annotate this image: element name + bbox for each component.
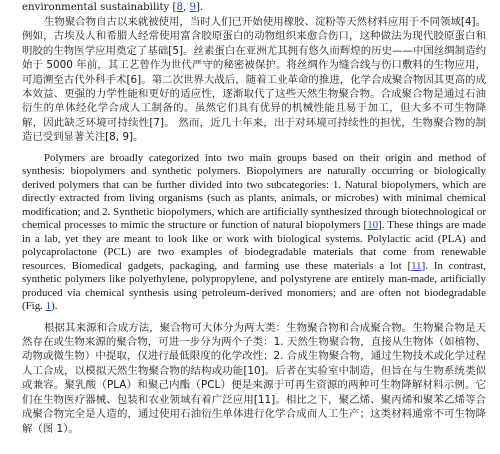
paragraph-text-d: ).	[51, 300, 58, 313]
paragraph-chinese-history: 生物聚合物自古以来就被使用，当时人们已开始使用橡胶、淀粉等天然材料应用于不同领域[4]。例如，古埃及人和希腊人经常使用富含胶原蛋白的动物组织来愈合伤口，这种做法为现代胶原蛋白和明胶的生物医学应用奠定了基础[5]。丝素蛋白在亚洲尤其拥有悠久而辉煌的历史——中国丝绸制造约始于 5000 年前，其工艺曾作为世代严守的秘密被保护。将丝绸作为缝合线与伤口敷料的生物应用，可追溯至古代外科手术[6]。第二次世界大战后，随着工业革命的推进，化学合成聚合物因其更高的成本效益、更强的力学性能和更好的适应性，逐渐取代了这些天然生物聚合物。合成聚合物是通过石油衍生的单体经化学合成人工制备的。虽然它们具有优异的机械性能且易于加工，但大多不可生物降解，因此缺乏环境可持续性[7]。 然而，近几十年来，出于对环境可持续性的担忧，生物聚合物的制造已受到显著关注[8, 9]。	[22, 16, 486, 144]
citation-link-8[interactable]: 8	[176, 2, 184, 13]
citation-close: ].	[195, 2, 204, 13]
citation-link-11[interactable]: 11	[411, 259, 422, 272]
paragraph-english-classification	[22, 152, 486, 314]
citation-link-10[interactable]: 10	[367, 219, 379, 232]
paragraph-text-b: ]. These things are made in a lab, yet they are meant to look like or work with biological systems. Polylactic acid (PLA) and polycaprolactone (PCL) are two examples of biodegradable materials that come from renewable resources. Biomedical gadgets, packaging, and farming use these materials a lot [	[22, 219, 486, 272]
figure-link-1[interactable]: 1	[45, 300, 52, 313]
continued-line	[22, 0, 486, 14]
paragraph-chinese-classification: 根据其来源和合成方法，聚合物可大体分为两大类：生物聚合物和合成聚合物。生物聚合物是天然存在或生物来源的聚合物，可进一步分为两个子类：1. 天然生物聚合物，直接从生物体（如植物、动物或微生物）中提取，仅进行最低限度的化学改性；2. 合成生物聚合物，通过生物技术或化学过程人工合成，以模拟天然生物聚合物的结构或功能[10]。后者在实验室中制造，但旨在与生物系统类似或兼容。聚乳酸（PLA）和聚己内酯（PCL）便是来源于可再生资源的两种可生物降解材料示例。它们在生物医疗器械、包装和农业领域有着广泛应用[11]。相比之下，聚乙烯、聚丙烯和聚苯乙烯等合成聚合物完全是人造的，通过使用石油衍生单体进行化学合成而人工生产；这类材料通常不可生物降解（图 1）。	[22, 321, 486, 435]
citation-separator: ,	[183, 2, 190, 13]
continued-text: environmental sustainability [	[22, 2, 177, 13]
citation-link-9[interactable]: 9	[189, 2, 196, 13]
paragraph-text-a: Polymers are broadly categorized into two main groups based on their origin and method of synthesis: biopolymers and synthetic polymers. Biopolymers are naturally occurring or biologically derived polymers that can be further divided into two subcategories: 1. Natural biopolymers, which are directly extracted from living organisms (such as plants, animals, or microbes) with minimal chemical modification; and 2. Synthetic biopolymers, which are artificially synthesized through biotechnological or chemical processes to mimic the structure or function of natural biopolymers [	[22, 151, 486, 232]
paragraph-text-c: ]. In contrast, synthetic polymers like polyethylene, polypropylene, and polystyrene are entirely man-made, artificially produced via chemical synthesis using petroleum-derived monomers; and are often not biodegradable (Fig.	[22, 259, 486, 313]
